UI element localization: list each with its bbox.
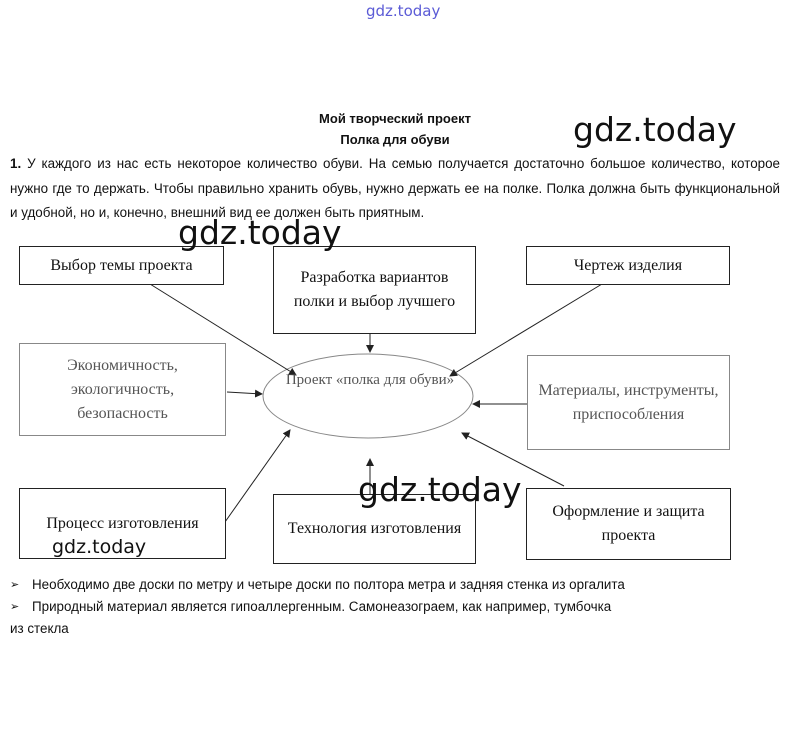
arrow-bullet-icon: ➢ — [10, 579, 20, 591]
watermark-b: gdz.today — [178, 213, 342, 252]
arrow-bullet-icon: ➢ — [10, 601, 20, 613]
list-item — [10, 574, 795, 596]
page-title: Мой творческий проект — [319, 111, 471, 126]
watermark-top: gdz.today — [366, 2, 441, 20]
watermark-d: gdz.today — [52, 536, 147, 558]
bullet-continuation: из стекла — [10, 621, 69, 636]
box-technology: Технология изготовления — [273, 494, 476, 564]
watermark-a: gdz.today — [573, 110, 737, 149]
box-process: Процесс изготовления — [19, 488, 226, 559]
list-item — [10, 596, 795, 618]
intro-number: 1. — [10, 156, 22, 171]
bullet-text: Природный материал является гипоаллергенным. Самонеазограем, как например, тумбочка — [32, 599, 612, 614]
bullet-list — [10, 574, 795, 640]
intro-text: У каждого из нас есть некоторое количество обуви. На семью получается достаточно большое количество, которое нужно где то держать. Чтобы правильно хранить обувь, нужно держать ее на полке. Полка должна быть функциональной и удобной, но и, конечно, внешний вид ее должен быть приятным. — [10, 156, 780, 220]
page-subtitle: Полка для обуви — [340, 132, 450, 147]
box-design: Оформление и защита проекта — [526, 488, 731, 560]
box-economy: Экономичность, экологичность, безопасность — [19, 343, 226, 436]
center-label: Проект «полка для обуви» — [285, 372, 455, 388]
center-ellipse — [263, 354, 473, 438]
box-theme: Выбор темы проекта — [19, 246, 224, 285]
box-materials: Материалы, инструменты, приспособления — [527, 355, 730, 450]
box-variants: Разработка вариантов полки и выбор лучшего — [273, 246, 476, 334]
box-drawing: Чертеж изделия — [526, 246, 730, 285]
arrow-economy — [227, 392, 262, 394]
watermark-c: gdz.today — [358, 470, 522, 509]
bullet-text: Необходимо две доски по метру и четыре доски по полтора метра и задняя стенка из оргалита — [32, 577, 625, 592]
